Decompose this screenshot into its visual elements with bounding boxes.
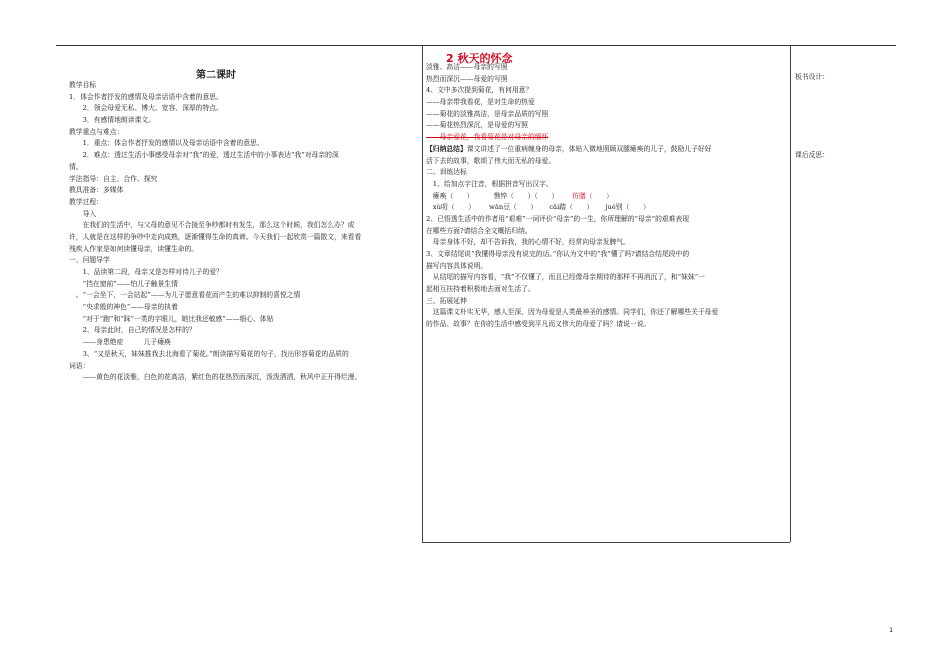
text-line: ——母亲带我看花，是对生命的热爱 bbox=[426, 98, 535, 107]
reflection-label: 课后反思： bbox=[795, 151, 829, 159]
text-line: 这篇课文朴实无华，感人至深，因为母爱是人类最神圣的感情。同学们，你还了解哪些关于母爱 bbox=[426, 308, 719, 317]
text-line: 教学重点与难点： bbox=[69, 127, 124, 136]
text-line: 母亲身体不好，却不告诉我，我的心情不好，经常向母亲发脾气。 bbox=[426, 238, 630, 247]
left-column bbox=[69, 80, 419, 384]
text-line: 在我们的生活中，与父母的意见不合拢至争吵都时有发生，那么这个时候，我们怎么办？或 bbox=[69, 221, 355, 230]
text-line: 许，人就是在这样的争吵中走向成熟，逐渐懂得生命的真谛。今天我们一起欣赏一篇散文，来看看 bbox=[69, 232, 362, 241]
text-line: 热烈而深沉——母爱的写照 bbox=[426, 74, 508, 83]
text-line: ——菊花的淡雅高洁，是母亲品质的写照 bbox=[426, 109, 549, 118]
summary-label: 【归纳总结】 bbox=[426, 144, 467, 153]
text-line: 的作品、故事？在你的生活中感受到平凡而又伟大的母爱了吗？请说一说。 bbox=[426, 320, 651, 329]
pinyin-item: xù叨（ ） bbox=[432, 203, 475, 212]
text-line: 残疾人作家是如何读懂母亲，读懂生命的。 bbox=[69, 244, 199, 253]
text-line: 1．体会作者抒发的感情及母亲话语中含着的意思。 bbox=[69, 92, 223, 101]
pinyin-item: 憔悴（ ）（ ） bbox=[493, 191, 559, 200]
section-heading: 三、拓展延伸 bbox=[426, 296, 467, 305]
text-line: 情。 bbox=[69, 162, 83, 171]
text-line: “央求般的神色”——母亲的执着 bbox=[69, 303, 178, 312]
text-line: 教具准备：多媒体 bbox=[69, 186, 124, 195]
text-line: 淡雅、高洁——母亲的写照 bbox=[426, 63, 508, 71]
top-rule bbox=[56, 45, 896, 46]
text-line: 描写内容具体说明。 bbox=[426, 261, 488, 270]
pinyin-row bbox=[426, 191, 788, 203]
board-design-label: 板书设计： bbox=[795, 73, 829, 81]
lesson-title: 第二课时 bbox=[196, 70, 236, 81]
text-line: 从结尾的描写内容看，“我”不仅懂了，而且已经像母亲期待的那样不再消沉了，和“妹妹”一 bbox=[426, 273, 705, 282]
text-line: 2．领会母爱无私、博大、宽容、深厚的特点。 bbox=[69, 104, 223, 113]
text-line: 2、母亲此时，自己的情况是怎样的？ bbox=[69, 326, 196, 335]
question-line bbox=[426, 179, 788, 191]
text-line: 词语： bbox=[69, 361, 90, 370]
pinyin-item: 瘫痪（ ） bbox=[432, 191, 474, 200]
summary-line: 活下去的故事，歌颂了伟大而无私的母爱。 bbox=[426, 156, 556, 165]
pinyin-row bbox=[426, 202, 788, 214]
text-line: 1．重点：体会作者抒发的感情以及母亲话语中含着的意思。 bbox=[69, 139, 264, 148]
pinyin-item: cǎi踏（ ） bbox=[549, 203, 594, 212]
text-line: 3、“又是秋天，妹妹推我去北海看了菊花。”朗读描写菊花的句子，找出形容菊花的品质的 bbox=[69, 349, 349, 358]
text-line: ——菊花热烈深沉，是母爱的写照 bbox=[426, 121, 528, 130]
pinyin-item: wān豆（ ） bbox=[489, 203, 538, 212]
text-line: ——黄色的花淡雅，白色的花高洁，紫红色的花热烈而深沉，泼泼洒洒，秋风中正开得烂漫。 bbox=[69, 373, 362, 382]
question-text: 1、给加点字注音，根据拼音写出汉字。 bbox=[432, 179, 553, 188]
text-line: 学法指导：自主、合作、探究 bbox=[69, 174, 158, 183]
text-line: 教学目标 bbox=[69, 81, 97, 89]
text-line: 2、已悟透生活中的作者用“艰难”一词评价“母亲”的一生，你所理解的“母亲”的艰难表现 bbox=[426, 214, 690, 223]
text-line: “挡在窗前”——怕儿子触景生情 bbox=[69, 279, 178, 288]
text-line: 3．有感情地朗读课文。 bbox=[69, 116, 155, 125]
summary-text: 课文讲述了一位重病缠身的母亲，体贴入微地照顾双腿瘫痪的儿子，鼓励儿子好好 bbox=[466, 144, 712, 153]
document-title: 2 秋天的怀念 bbox=[446, 52, 513, 65]
column-divider-right bbox=[790, 46, 791, 542]
text-line: 。“一会坐下，一会站起”——为儿子愿意看花而产生的难以抑制的喜悦之情 bbox=[69, 291, 301, 300]
text-line: 导入 bbox=[69, 209, 97, 218]
text-line: “对于“跑”和“踩”一类的字眼儿，她比我还敏感”——细心、体贴 bbox=[69, 314, 274, 323]
text-line: 教学过程： bbox=[69, 197, 103, 206]
pinyin-item: jué别（ ） bbox=[605, 203, 650, 212]
text-line: 3、文章结尾说“我懂得母亲没有说完的话。”你认为文中的“我”懂了吗?请结合结尾段中的 bbox=[426, 250, 690, 258]
struck-answer-line: ——母亲爱花，我看菊花是对母亲的缅怀 bbox=[426, 133, 549, 142]
bottom-rule bbox=[422, 542, 790, 543]
text-line: 起相互扶持着积极地去面对生活了。 bbox=[426, 285, 535, 294]
page-number: 1 bbox=[889, 626, 894, 634]
text-line: 在哪些方面?请结合全文概括归纳。 bbox=[426, 226, 532, 235]
text-line: 一、问题导学 bbox=[69, 256, 110, 265]
column-divider-middle bbox=[422, 46, 423, 542]
text-line: 1、品读第二段，母亲又是怎样对待儿子的爱？ bbox=[69, 268, 223, 276]
summary-line bbox=[426, 144, 788, 156]
text-line: 2．难点：透过生活小事感受母亲对“我”的爱，透过生活中的小事表达“我”对母亲的深 bbox=[69, 151, 339, 160]
middle-column bbox=[426, 62, 788, 331]
text-line: ——身患绝症 儿子瘫痪 bbox=[69, 338, 171, 347]
pinyin-item-red: 仿膳（ ） bbox=[572, 191, 613, 200]
section-heading: 二、训练达标 bbox=[426, 168, 467, 177]
text-line: 4、文中多次提到菊花，有何用意？ bbox=[426, 86, 533, 95]
